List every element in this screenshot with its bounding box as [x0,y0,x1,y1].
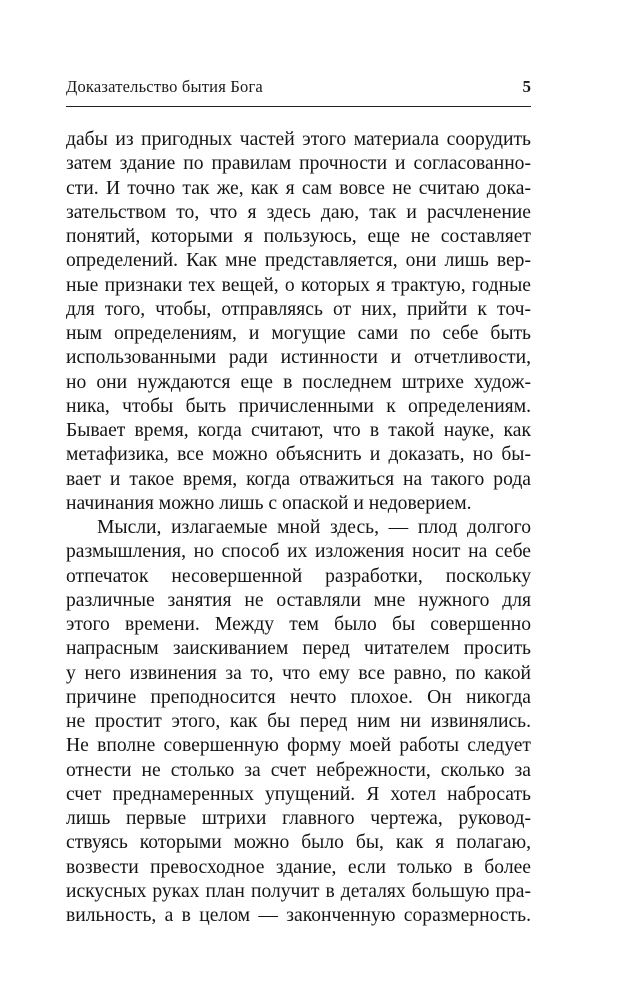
text-line: отнести не столько за счет небрежности, сколько за [66,759,531,781]
text-line: понятий, которыми я пользуюсь, еще не составляет [66,226,531,247]
text-line: возвести превосходное здание, если только в более [66,856,531,878]
text-line: отпечаток несовершенной разработки, поскольку [66,565,531,587]
body-text [66,128,531,928]
text-line: этого времени. Между тем было бы совершенно [66,614,531,635]
text-line: причине преподносится нечто плохое. Он никогда [66,686,531,708]
text-line: не простит этого, как бы перед ним ни извинялись. [66,711,531,732]
text-line: определений. Как мне представляется, они лишь вер- [66,250,531,272]
text-line: различные занятия не оставляли мне нужного для [66,589,531,611]
text-line: вает и такое время, когда отважиться на такого рода [66,468,531,490]
text-line: счет преднамеренных упущений. Я хотел набросать [66,783,531,805]
running-header [66,77,531,101]
header-rule [66,106,531,107]
text-line: искусных руках план получит в деталях большую пра- [66,880,531,902]
text-line: у него извинения за то, что ему все равно, по какой [66,662,531,684]
text-line: ника, чтобы быть причисленными к определениям. [66,395,531,417]
text-line: ные признаки тех вещей, о которых я трактую, годные [66,274,531,296]
text-line: использованными ради истинности и отчетливости, [66,347,531,369]
page-number: 5 [522,77,531,96]
text-line: размышления, но способ их изложения носит на себе [66,541,531,563]
paragraph [66,128,531,516]
text-line: метафизика, все можно объяснить и доказать, но бы- [66,444,531,466]
text-line: напрасным заискиванием перед читателем просить [66,638,531,660]
text-line: Мысли, излагаемые мной здесь, — плод долгого [97,517,531,538]
text-line: Бывает время, когда считают, что в такой науке, как [66,420,531,441]
text-line: ным определениям, и могущие сами по себе быть [66,323,531,344]
running-title: Доказательство бытия Бога [66,77,263,96]
text-line: лишь первые штрихи главного чертежа, руковод- [66,808,531,829]
text-line: ствуясь которыми можно было бы, как я полагаю, [66,832,531,854]
text-line: затем здание по правилам прочности и согласованно- [66,153,531,175]
text-line: начинания можно лишь с опаской и недоверием. [66,492,472,514]
text-line: но они нуждаются еще в последнем штрихе худож- [66,371,531,393]
text-line: дабы из пригодных частей этого материала соорудить [66,129,531,150]
text-line: вильность, а в целом — законченную соразмерность. [66,905,531,926]
text-line: зательством то, что я здесь даю, так и расчленение [66,201,531,223]
text-line: сти. И точно так же, как я сам вовсе не считаю дока- [66,177,531,199]
paragraph [66,516,531,928]
text-line: для того, чтобы, отправляясь от них, прийти к точ- [66,298,531,320]
text-line: Не вполне совершенную форму моей работы следует [66,735,531,757]
